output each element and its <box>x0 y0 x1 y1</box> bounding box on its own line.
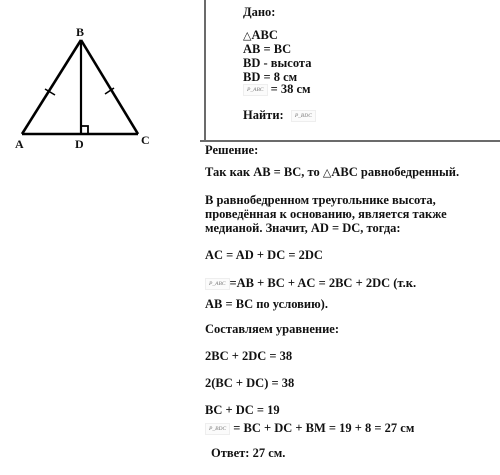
horizontal-divider <box>200 140 500 142</box>
equation-perimeter-abc-rest: =AB + BC + AC = 2BC + 2DC (т.к. <box>229 276 417 290</box>
equation-1: 2BC + 2DC = 38 <box>205 349 293 363</box>
equation-3: BC + DC = 19 <box>205 403 280 417</box>
point-b-label: B <box>76 25 85 39</box>
equation-2: 2(BC + DC) = 38 <box>205 376 295 390</box>
perimeter-bdc-formula-inline: P_BDC <box>205 423 230 435</box>
perimeter-abc-formula-inline: P_ABC <box>205 278 230 290</box>
solution-heading: Решение: <box>205 143 259 157</box>
given-heading: Дано: <box>243 5 276 19</box>
solution-paragraph-2-line-2: проведённая к основанию, является также <box>205 207 447 221</box>
perimeter-value: = 38 см <box>270 82 311 96</box>
solution-paragraph-2-line-3: медианой. Значит, AD = DC, тогда: <box>205 221 401 235</box>
solution-paragraph-1 <box>205 165 459 180</box>
point-d-label: D <box>75 137 84 151</box>
equation-perimeter-abc <box>205 276 416 291</box>
solution-paragraph-2-line-1: В равнобедренном треугольнике высота, <box>205 193 436 207</box>
solution-p1-start: Так как AB = BC, то <box>205 165 320 179</box>
equation-perimeter-bdc-rest: = BC + DC + BM = 19 + 8 = 27 см <box>233 421 415 435</box>
given-perimeter <box>243 82 311 97</box>
given-line-bd-height: BD - высота <box>243 56 312 70</box>
solution-p1-end: ABC равнобедренный. <box>331 165 460 179</box>
equation-perimeter-abc-cont: AB = BC по условию). <box>205 297 328 311</box>
given-triangle-name: ABC <box>251 28 278 42</box>
given-triangle <box>243 28 278 43</box>
given-line-bd-length: BD = 8 см <box>243 70 298 84</box>
equation-perimeter-bdc <box>205 421 414 436</box>
given-line-ab-bc: AB = BC <box>243 42 292 56</box>
side-bc <box>81 40 138 134</box>
point-c-label: C <box>141 133 150 147</box>
triangle-figure <box>0 0 200 160</box>
vertical-divider <box>204 0 206 142</box>
side-ab <box>22 40 81 134</box>
find-label: Найти: <box>243 108 284 122</box>
perimeter-abc-formula: P_ABC <box>243 84 268 96</box>
solution-equation-intro: Составляем уравнение: <box>205 322 339 336</box>
find-line <box>243 108 316 123</box>
triangle-symbol-inline: △ <box>322 167 332 179</box>
answer-line: Ответ: 27 см. <box>211 446 286 460</box>
equation-ac: AC = AD + DC = 2DC <box>205 248 323 262</box>
triangle-symbol: △ <box>243 30 252 42</box>
point-a-label: A <box>15 137 24 151</box>
perimeter-bdc-formula: P_BDC <box>291 110 316 122</box>
